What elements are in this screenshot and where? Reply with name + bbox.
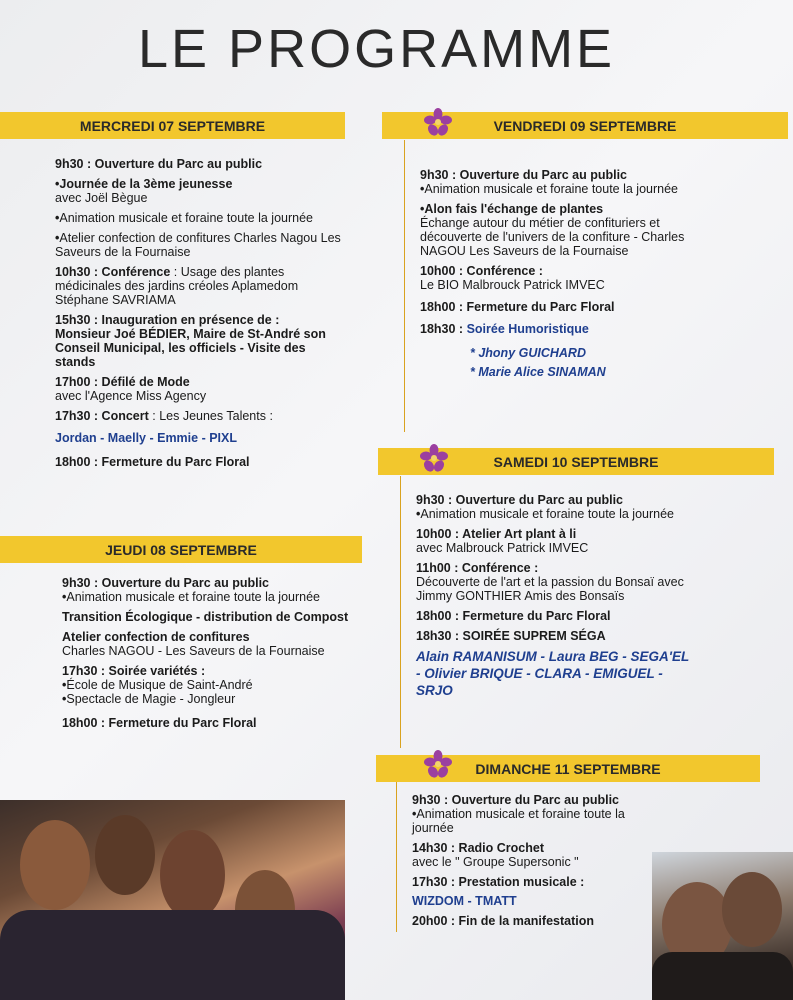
frangipani-flower-icon — [424, 750, 452, 778]
day-header-wednesday: MERCREDI 07 SEPTEMBRE — [0, 112, 345, 139]
schedule-wednesday: 9h30 : Ouverture du Parc au public • Journée de la 3ème jeunesse avec Joël Bègue • Animation musicale et foraine toute la journée • Atelier confection de confitures Charles Nagou Les Saveurs de la Fournaise 10h30 : Conférence : Usage des plantes médicinales des jardins créoles Aplamedom Stéphane SAVRIAMA 15h30 : Inauguration en présence de : Monsieur Joé BÉDIER, Maire de St-André son Conseil Municipal, les officiels - Visite des stands 17h00 : Défilé de Mode avec l'Agence Miss Agency 17h30 : Concert : Les Jeunes Talents : Jordan - Maelly - Emmie - PIXL 18h00 : Fermeture du Parc Floral — [55, 157, 345, 475]
day-header-thursday: JEUDI 08 SEPTEMBRE — [0, 536, 362, 563]
day-header-friday: VENDREDI 09 SEPTEMBRE — [382, 112, 788, 139]
timeline-saturday — [400, 476, 401, 748]
schedule-saturday: 9h30 : Ouverture du Parc au public • Animation musicale et foraine toute la journée 10h00 : Atelier Art plant à li avec Malbrouck Patrick IMVEC 11h00 : Conférence : Découverte de l'art et la passion du Bonsaï avec Jimmy GONTHIER Amis des Bonsaïs 18h00 : Fermeture du Parc Floral 18h30 : SOIRÉE SUPREM SÉGA Alain RAMANISUM - Laura BEG - SEGA'EL - Olivier BRIQUE - CLARA - EMIGUEL - SRJO — [416, 493, 716, 705]
frangipani-flower-icon — [424, 108, 452, 136]
artists-photo — [0, 800, 345, 1000]
schedule-sunday: 9h30 : Ouverture du Parc au public • Animation musicale et foraine toute la journée 14h30 : Radio Crochet avec le " Groupe Supersonic " 17h30 : Prestation musicale : WIZDOM - TMATT 20h00 : Fin de la manifestation — [412, 793, 662, 934]
timeline-friday — [404, 140, 405, 432]
frangipani-flower-icon — [420, 444, 448, 472]
day-header-saturday: SAMEDI 10 SEPTEMBRE — [378, 448, 774, 475]
day-header-sunday: DIMANCHE 11 SEPTEMBRE — [376, 755, 760, 782]
page-title: LE PROGRAMME — [138, 19, 616, 79]
schedule-friday: 9h30 : Ouverture du Parc au public • Animation musicale et foraine toute la journée • Alon fais l'échange de plantes Échange autour du métier de confituriers et découverte de l'univers de la confiture - Charles NAGOU Les Saveurs de la Fournaise 10h00 : Conférence : Le BIO Malbrouck Patrick IMVEC 18h00 : Fermeture du Parc Floral 18h30 : Soirée Humoristique * Jhony GUICHARD * Marie Alice SINAMAN — [420, 168, 720, 385]
artists-photo — [652, 852, 793, 1000]
timeline-sunday — [396, 782, 397, 932]
schedule-thursday: 9h30 : Ouverture du Parc au public • Animation musicale et foraine toute la journée Transition Écologique - distribution de Compost Atelier confection de confitures Charles NAGOU - Les Saveurs de la Fournaise 17h30 : Soirée variétés : • École de Musique de Saint-André • Spectacle de Magie - Jongleur 18h00 : Fermeture du Parc Floral — [62, 576, 362, 736]
